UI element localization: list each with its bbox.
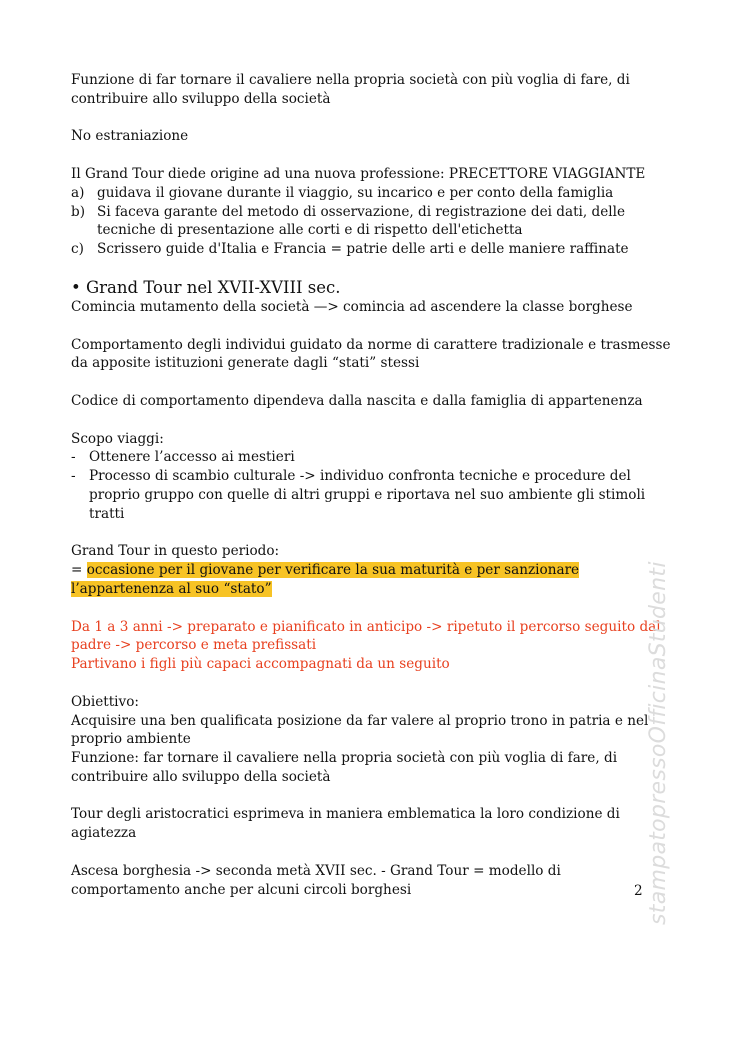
section-heading: • Grand Tour nel XVII-XVIII sec. xyxy=(71,277,341,297)
watermark-text: stampatopressoOfficinaStudenti xyxy=(646,561,671,925)
document-page xyxy=(71,71,671,899)
scopo-title: Scopo viaggi: xyxy=(71,430,164,447)
list-item: - Processo di scambio culturale -> individuo confronta tecniche e procedure del proprio gruppo con quelle di altri gruppi e riportava nel suo ambiente gli stimoli tratti xyxy=(71,468,646,522)
intro-paragraph-no-estrangement: No estraniazione xyxy=(71,128,189,145)
list-item: - Ottenere l’accesso ai mestieri xyxy=(71,449,295,466)
grand-tour-highlight-paragraph: = occasione per il giovane per verificare la sua maturità e per sanzionare l’appartenenza al suo “stato” xyxy=(71,562,580,597)
red-paragraph-duration: Da 1 a 3 anni -> preparato e pianificato in anticipo -> ripetuto il percorso seguito dal padre -> percorso e meta prefissati xyxy=(71,618,661,654)
intro-paragraph-precettore: Il Grand Tour diede origine ad una nuova professione: PRECETTORE VIAGGIANTE xyxy=(71,165,646,182)
scopo-list xyxy=(71,448,671,523)
list-item: c) Scrissero guide d'Italia e Francia = patrie delle arti e delle maniere raffinate xyxy=(71,241,629,258)
section-paragraph-society: Comincia mutamento della società —> comincia ad ascendere la classe borghese xyxy=(71,298,633,315)
section-paragraph-code: Codice di comportamento dipendeva dalla nascita e dalla famiglia di appartenenza xyxy=(71,392,643,409)
section-paragraph-behaviour: Comportamento degli individui guidato da norme di carattere tradizionale e trasmesse da apposite istituzioni generate dagli “stati” stessi xyxy=(71,336,671,372)
objective-paragraph-position: Acquisire una ben qualificata posizione da far valere al proprio trono in patria e nel proprio ambiente xyxy=(71,712,649,748)
precettore-list xyxy=(71,184,671,259)
grand-tour-title: Grand Tour in questo periodo: xyxy=(71,543,280,560)
highlighted-text: occasione per il giovane per verificare la sua maturità e per sanzionare l’appartenenza al suo “stato” xyxy=(71,562,580,597)
intro-paragraph-function: Funzione di far tornare il cavaliere nella propria società con più voglia di fare, di contribuire allo sviluppo della società xyxy=(71,72,630,107)
objective-title: Obiettivo: xyxy=(71,693,139,710)
aristocrats-paragraph: Tour degli aristocratici esprimeva in maniera emblematica la loro condizione di agiatezza xyxy=(71,806,620,842)
list-item: a) guidava il giovane durante il viaggio, su incarico e per conto della famiglia xyxy=(71,184,614,201)
bourgeoisie-paragraph: Ascesa borghesia -> seconda metà XVII sec. - Grand Tour = modello di comportamento anche per alcuni circoli borghesi xyxy=(71,862,561,898)
page-number: 2 xyxy=(634,883,643,899)
list-item: b) Si faceva garante del metodo di osservazione, di registrazione dei dati, delle tecniche di presentazione alle corti e di rispetto dell'etichetta xyxy=(71,203,626,239)
red-paragraph-sons: Partivano i figli più capaci accompagnati da un seguito xyxy=(71,656,450,673)
objective-paragraph-function: Funzione: far tornare il cavaliere nella propria società con più voglia di fare, di contribuire allo sviluppo della società xyxy=(71,750,618,785)
